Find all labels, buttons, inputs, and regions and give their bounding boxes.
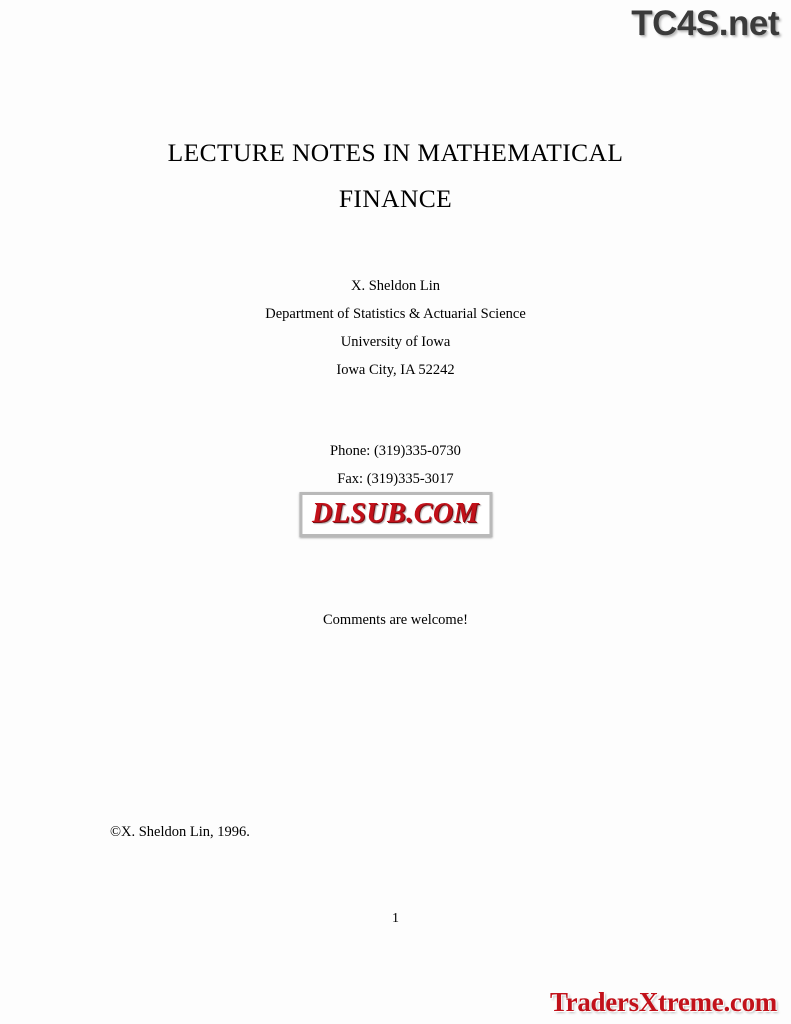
page-number: 1	[392, 911, 399, 926]
author-block	[0, 272, 791, 384]
contact-fax: Fax: (319)335-3017	[337, 471, 454, 487]
watermark-top-right: TC4S.net	[631, 4, 779, 43]
contact-block	[0, 437, 791, 493]
copyright-notice: ©X. Sheldon Lin, 1996.	[110, 824, 250, 840]
author-name: X. Sheldon Lin	[350, 278, 440, 294]
author-department: Department of Statistics & Actuarial Science	[265, 306, 526, 322]
comments-note: Comments are welcome!	[323, 612, 468, 628]
page-title-line-2: FINANCE	[338, 184, 453, 213]
page-title-line-1: LECTURE NOTES IN MATHEMATICAL	[167, 138, 624, 167]
author-university: University of Iowa	[340, 334, 451, 350]
contact-phone: Phone: (319)335-0730	[330, 443, 461, 459]
watermark-stamp: DLSUB.COM	[299, 492, 492, 537]
author-address: Iowa City, IA 52242	[336, 362, 455, 378]
page-title	[0, 130, 791, 222]
watermark-bottom-right: TradersXtreme.com	[549, 987, 777, 1017]
